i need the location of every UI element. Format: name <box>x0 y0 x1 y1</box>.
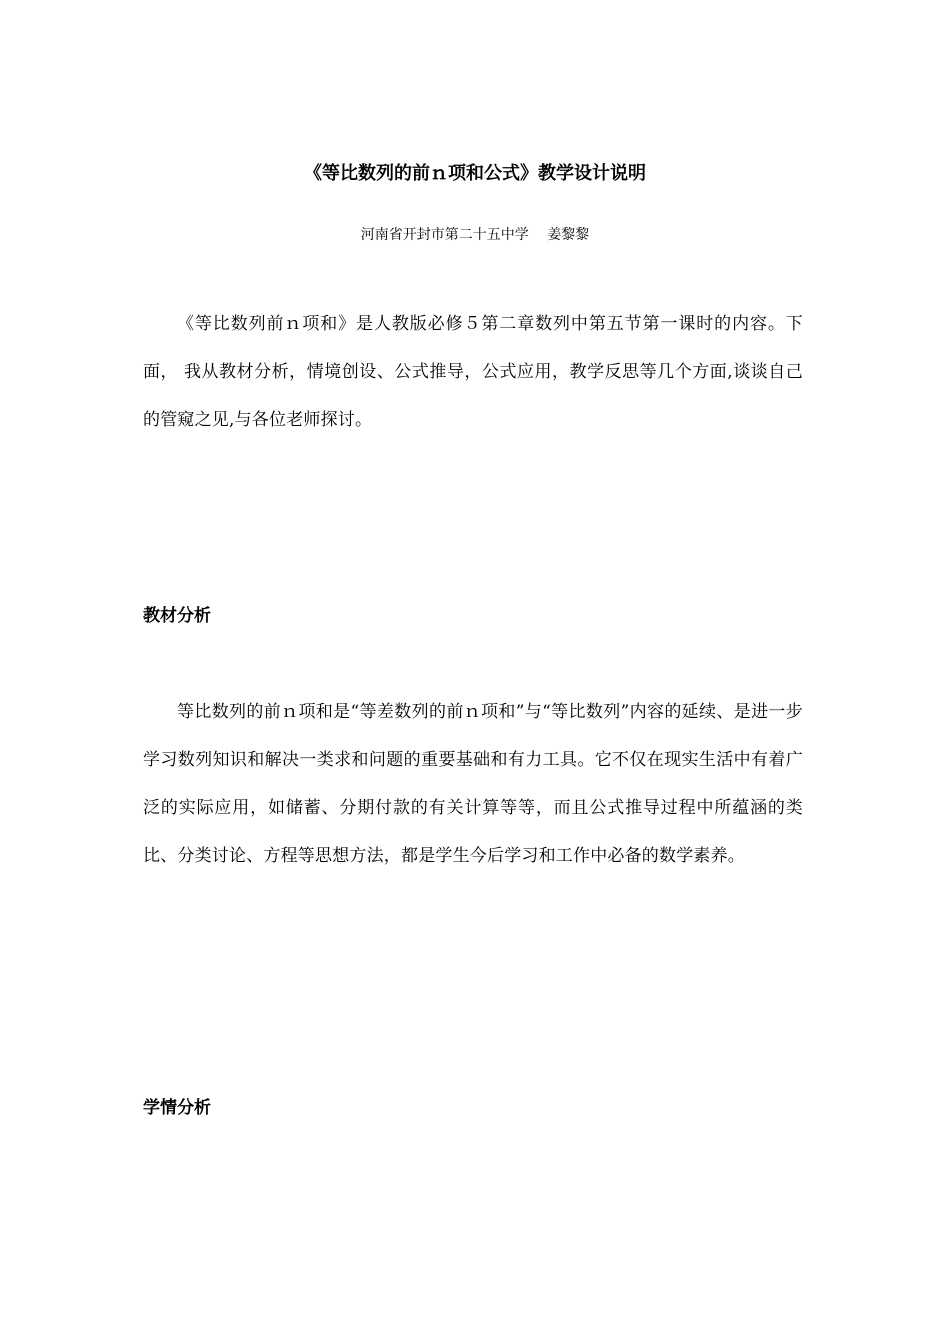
intro-paragraph: 《等比数列前ｎ项和》是人教版必修５第二章数列中第五节第一课时的内容。下面， 我从教材分析，情境创设、公式推导，公式应用，教学反思等几个方面,谈谈自己的管窥之见,与各位老师探讨。 <box>143 314 803 430</box>
section-heading-material-analysis: 教材分析 <box>143 606 211 626</box>
material-analysis-paragraph: 等比数列的前ｎ项和是“等差数列的前ｎ项和”与“等比数列”内容的延续、是进一步学习数列知识和解决一类求和问题的重要基础和有力工具。它不仅在现实生活中有着广泛的实际应用，如储蓄、分期付款的有关计算等等，而且公式推导过程中所蕴涵的类比、分类讨论、方程等思想方法，都是学生今后学习和工作中必备的数学素养。 <box>143 702 803 866</box>
section-heading-student-analysis: 学情分析 <box>143 1098 211 1118</box>
document-title: 《等比数列的前ｎ项和公式》教学设计说明 <box>304 163 646 184</box>
author-line: 河南省开封市第二十五中学 姜黎黎 <box>360 227 590 243</box>
